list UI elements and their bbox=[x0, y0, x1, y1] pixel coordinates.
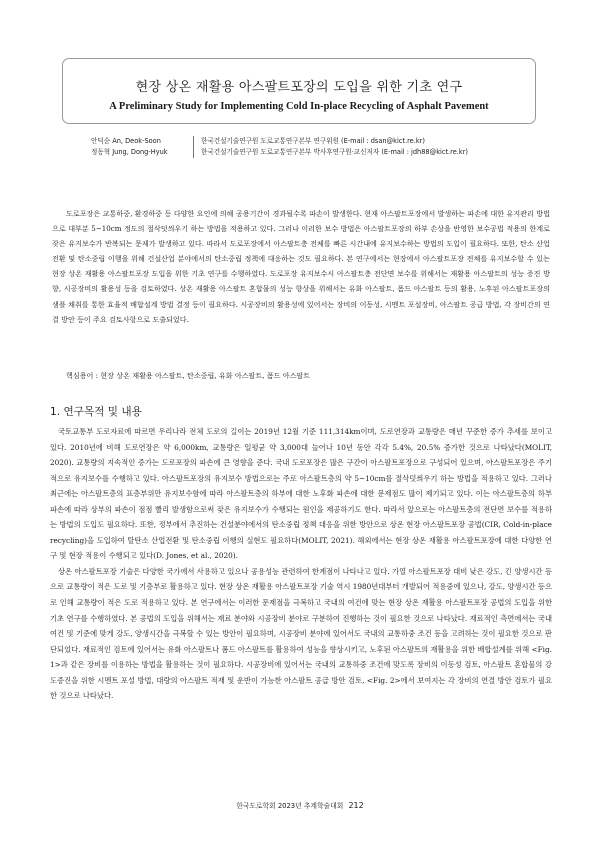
author-divider bbox=[193, 136, 194, 158]
section-heading: 1. 연구목적 및 내용 bbox=[50, 406, 142, 418]
body-paragraph: 국토교통부 도로자료에 따르면 우리나라 전체 도로의 길이는 2019년 12월 기준 111,314km이며, 도로연장과 교통량은 매년 꾸준한 증가 추세를 보이고 있다. 2010년에 비해 도로연장은 약 6,000km, 교통량은 일평균 약 3,000대 늘어나 10년 동안 각각 5.4%, 20.5% 증가한 것으로 나타났다(MOLIT, 2020). 교통량의 지속적인 증가는 도로포장의 파손에 큰 영향을 준다. 국내 도로포장은 많은 구간이 아스팔트포장으로 구성되어 있으며, 아스팔트포장은 주기적으로 유지보수를 수행하고 있다. 아스팔트포장의 유지보수 방법으로는 주로 아스팔트층의 약 5~10cm를 절삭덧씌우기 하는 방법을 적용하고 있다. 그러나 최근에는 아스팔트층의 표층부위만 유지보수함에 따라 아스팔트층의 하부에 대한 노후화 파손에 대한 문제점도 많이 제기되고 있다. 이는 아스팔트층의 하부 파손에 따라 상부의 파손이 점점 빨리 발생함으로써 잦은 유지보수가 수행되는 원인을 제공하기도 한다. 따라서 앞으로는 아스팔트층의 전단면 보수를 적용하는 방법의 도입도 필요하다. 또한, 정부에서 추진하는 건설분야에서의 탄소중립 정책 대응을 위한 방안으로 상온 현장 아스팔트포장 공법(CIR, Cold-in-place recycling)을 도입하여 탈탄소 산업전환 및 탄소중립 이행의 실현도 필요하다(MOLIT, 2021). 해외에서는 현장 상온 재활용 아스팔트포장에 대한 다양한 연구 및 현장 적용이 수행되고 있다(D. Jones, et al., 2020). bbox=[50, 427, 552, 561]
title-box bbox=[62, 58, 536, 124]
keywords: 핵심용어 : 현장 상온 재활용 아스팔트, 탄소중립, 유화 아스팔트, 폼드 아스팔트 bbox=[66, 371, 311, 380]
author-row bbox=[91, 136, 531, 147]
title-english: A Preliminary Study for Implementing Cold In-place Recycling of Asphalt Pavement bbox=[109, 101, 489, 112]
author-name: 정동혁 Jung, Dong-Hyuk bbox=[91, 148, 168, 156]
author-affiliation: 한국건설기술연구원 도로교통연구본부 연구위원 (E-mail : dsan@kict.re.kr) bbox=[201, 137, 425, 145]
title-korean: 현장 상온 재활용 아스팔트포장의 도입을 위한 기초 연구 bbox=[135, 80, 463, 95]
page-number: 212 bbox=[348, 801, 364, 810]
page-footer bbox=[0, 800, 600, 810]
abstract: 도로포장은 교통하중, 환경하중 등 다양한 요인에 의해 공용기간이 경과될수록 파손이 발생한다. 현재 아스팔트포장에서 발생하는 파손에 대한 유지관리 방법으로 대부분 5~10cm 정도의 절삭덧씌우기 하는 방법을 적용하고 있다. 그러나 이러한 보수 방법은 아스팔트포장의 하부 손상을 반영한 보수공법 적용의 한계로 잦은 유지보수가 반복되는 문제가 발생하고 있다. 따라서 도로포장에서 아스팔트층 전체를 빠른 시간내에 유지보수하는 방법의 도입이 필요하다. 또한, 탄소 산업전환 및 탄소중립 이행을 위해 건설산업 분야에서의 탄소중립 정책에 대응하는 것도 필요하다. 본 연구에서는 현장에서 아스팔트포장 전체를 유지보수할 수 있는 현장 상온 재활용 아스팔트포장 도입을 위한 기초 연구를 수행하였다. 도로포장 유지보수시 아스팔트층 전단면 보수를 위해서는 재활용 아스팔트의 성능 증진 방향, 시공장비의 활용성 등을 검토하였다. 상온 재활용 아스팔트 혼합물의 성능 향상을 위해서는 유화 아스팔트, 폼드 아스팔트 등의 활용, 노후된 아스팔트포장의 샘플 채취를 통한 효율적 배합설계 방법 결정 등이 필요하다. 시공장비의 활용성에 있어서는 장비의 이동성, 시멘트 포설장비, 아스팔트 공급 방법, 각 장비간의 연결 방안 등이 주요 검토사항으로 도출되었다. bbox=[52, 209, 550, 324]
section-body bbox=[50, 424, 552, 704]
author-affiliation: 한국건설기술연구원 도로교통연구본부 박사후연구원·교신저자 (E-mail : jdh88@kict.re.kr) bbox=[201, 148, 468, 156]
author-name: 안덕순 An, Deok-Soon bbox=[91, 137, 161, 145]
conference-name: 한국도로학회 2023년 추계학술대회 bbox=[236, 802, 344, 810]
author-row bbox=[91, 147, 531, 158]
body-paragraph: 상온 아스팔트포장 기술은 다양한 국가에서 사용하고 있으나 공용성능 관련하여 한계점이 나타나고 있다. 가열 아스팔트포장 대비 낮은 강도, 긴 양생시간 등으로 교통량이 적은 도로 및 기층부로 활용하고 있다. 현장 상온 재활용 아스팔트포장 기술 역시 1980년대부터 개발되어 적용중에 있으나, 강도, 양생시간 등으로 인해 교통량이 적은 도로 적용하고 있다. 본 연구에서는 이러한 문제점을 극복하고 국내의 여건에 맞는 현장 상온 재활용 아스팔트포장 공법의 도입을 위한 기초 연구를 수행하였다. 본 공법의 도입을 위해서는 재료 분야와 시공장비 분야로 구분하여 진행하는 것이 필요한 것으로 나타났다. 재료적인 측면에서는 국내 여건 및 기준에 맞게 강도, 양생시간을 극복할 수 있는 방안이 필요하며, 시공장비 분야에 있어서도 국내의 교통하중 조건 등을 고려하는 것이 필요한 것으로 판단되었다. 재료적인 검토에 있어서는 유화 아스팔트나 폼드 아스팔트를 활용하여 성능을 향상시키고, 노후된 아스팔트의 재활용을 위한 배합설계를 위해 <Fig. 1>과 같은 장비를 이용하는 방법을 활용하는 것이 필요하다. 시공장비에 있어서는 국내의 교통하중 조건에 맞도록 장비의 이동성 검토, 아스팔트 혼합물의 강도증진을 위한 시멘트 포설 방법, 대량의 아스팔트 적재 및 운반이 가능한 아스팔트 공급 방안 검토, <Fig. 2>에서 보여지는 각 장비의 연결 방안 검토가 필요한 것으로 나타났다. bbox=[50, 566, 552, 701]
author-block bbox=[91, 136, 531, 158]
